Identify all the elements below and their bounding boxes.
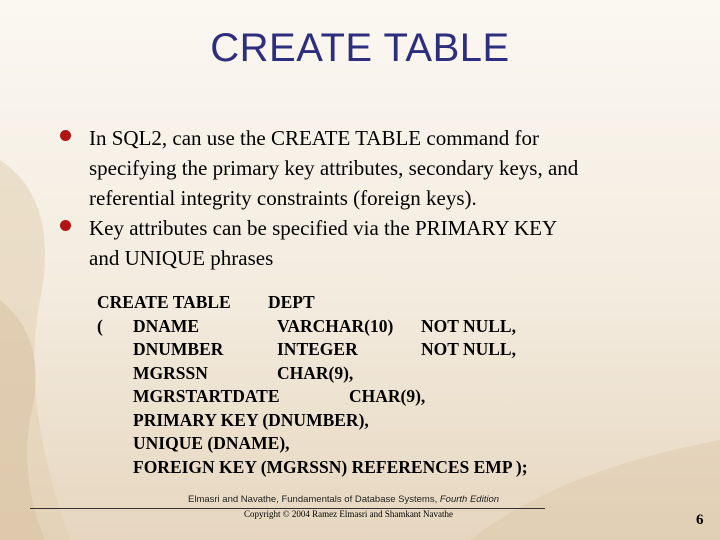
bullet-line: In SQL2, can use the CREATE TABLE command for [89,126,539,150]
bullet-line: referential integrity constraints (foreign keys). [89,186,477,210]
page-number: 6 [696,512,704,528]
bullet-line: specifying the primary key attributes, secondary keys, and [89,156,579,180]
footer-copyright: Copyright © 2004 Ramez Elmasri and Shamkant Navathe [244,509,454,519]
code-token: DEPT [268,292,315,312]
footer-citation [188,494,499,505]
code-token: PRIMARY KEY (DNUMBER), [133,409,369,430]
code-token: NOT NULL, [421,315,516,336]
code-token: UNIQUE (DNAME), [133,433,290,453]
bullet-line: and UNIQUE phrases [89,246,274,270]
bullet-dot-icon [60,130,71,141]
code-token: CHAR(9), [277,362,354,383]
bullet-item [60,123,680,213]
code-token: DNAME [133,315,200,336]
code-token: NOT NULL, [421,339,516,359]
footer-book: Elmasri and Navathe, Fundamentals of Database Systems, [188,494,438,505]
bullet-dot-icon [60,220,71,231]
code-token: CREATE TABLE [97,292,231,312]
code-token: MGRSSN [133,362,208,383]
bullet-item [60,213,680,273]
footer-edition: Fourth Edition [439,494,500,505]
slide-title: CREATE TABLE [210,26,510,70]
code-token: DNUMBER [133,339,224,359]
code-token: CHAR(9), [349,386,426,406]
code-token: VARCHAR(10) [277,315,394,336]
code-token: INTEGER [277,339,358,359]
bullet-list [60,123,680,273]
code-token: ( [97,315,103,336]
bullet-line: Key attributes can be specified via the PRIMARY KEY [89,216,558,240]
code-token: FOREIGN KEY (MGRSSN) REFERENCES EMP ); [133,456,528,477]
code-token: MGRSTARTDATE [133,386,280,406]
